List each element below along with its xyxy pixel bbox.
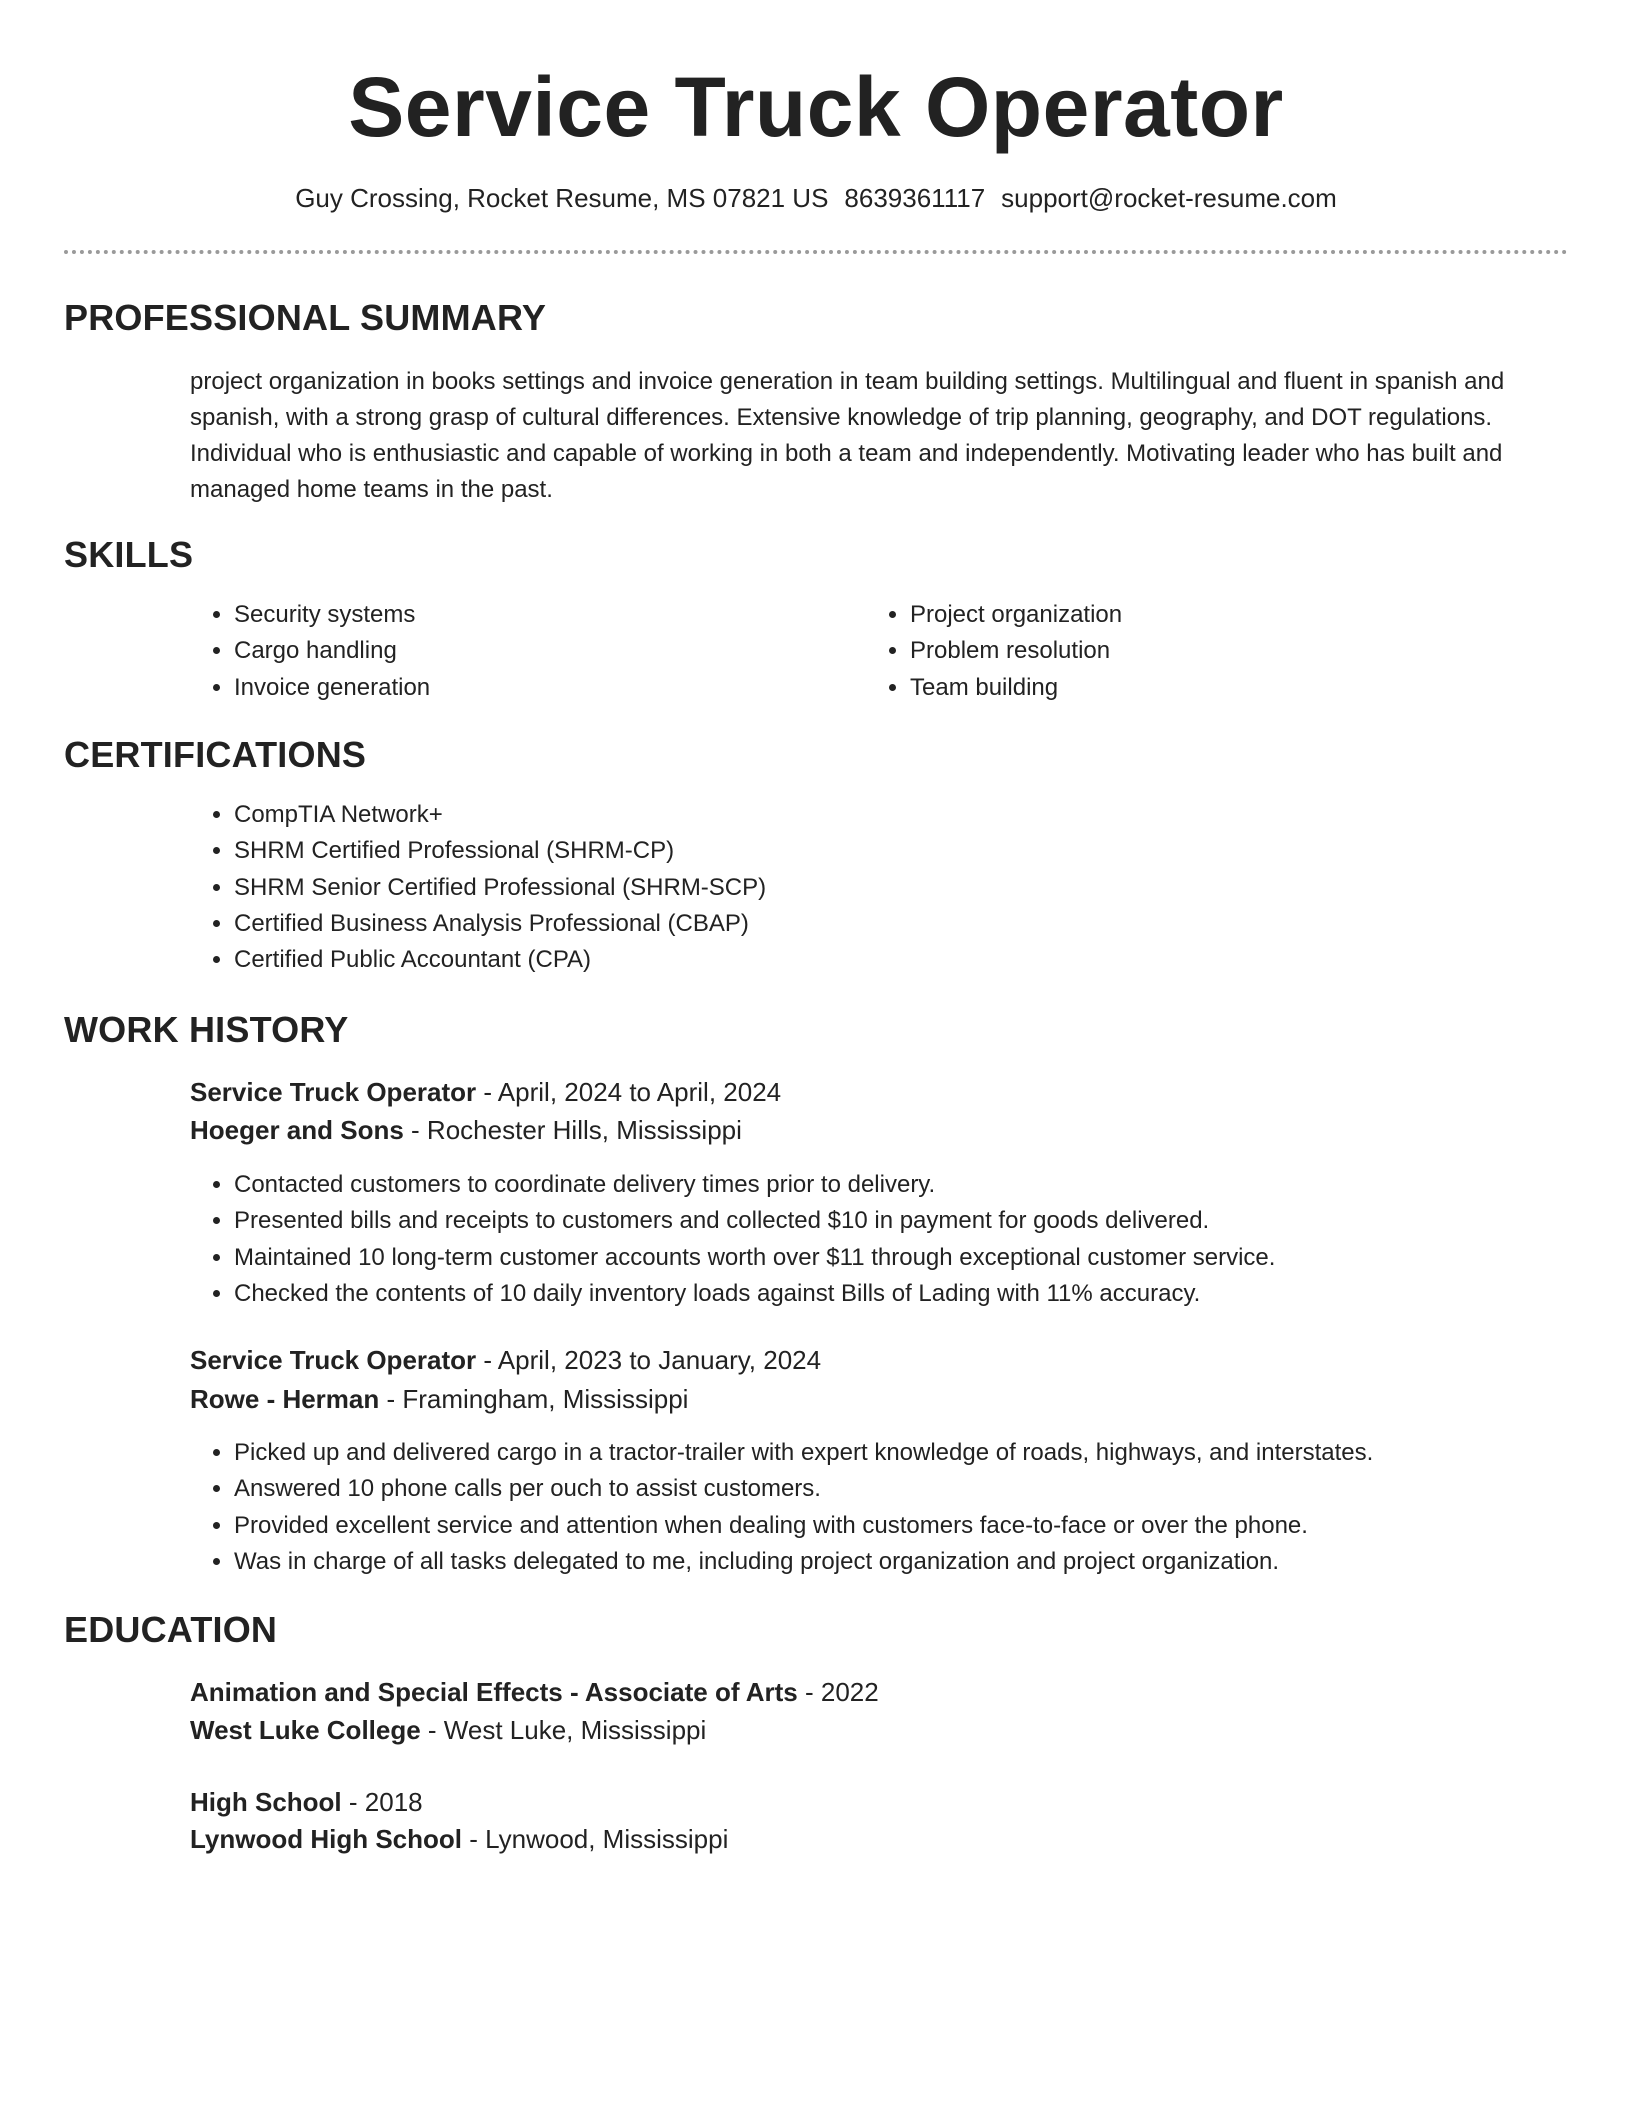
skills-list-right	[866, 597, 1550, 706]
job-company: Rowe - Herman	[190, 1384, 380, 1414]
school-line	[190, 1821, 728, 1857]
contact-address: Guy Crossing, Rocket Resume, MS 07821 US	[295, 183, 829, 213]
job-title-line	[190, 1342, 821, 1378]
degree-name: High School	[190, 1787, 342, 1817]
skill-item: • Problem resolution	[910, 633, 1550, 669]
job-duty: • Maintained 10 long-term customer accounts worth over $11 through exceptional customer service.	[234, 1240, 1614, 1276]
certification-item: • Certified Business Analysis Professional (CBAP)	[234, 906, 1534, 942]
contact-line	[0, 180, 1632, 216]
certifications-list	[190, 797, 1534, 978]
job-duty: • Checked the contents of 10 daily inventory loads against Bills of Lading with 11% accuracy.	[234, 1276, 1614, 1312]
school-location: - West Luke, Mississippi	[420, 1715, 707, 1745]
job-duty: • Was in charge of all tasks delegated to me, including project organization and project organization.	[234, 1544, 1614, 1580]
work-history-heading: WORK HISTORY	[64, 1009, 349, 1050]
header-divider	[64, 250, 1568, 254]
job-dates: - April, 2024 to April, 2024	[476, 1077, 782, 1107]
job-duty: • Provided excellent service and attention when dealing with customers face-to-face or over the phone.	[234, 1508, 1614, 1544]
degree-name: Animation and Special Effects - Associate of Arts	[190, 1677, 798, 1707]
certification-item: • SHRM Senior Certified Professional (SHRM-SCP)	[234, 870, 1534, 906]
job-company: Hoeger and Sons	[190, 1115, 404, 1145]
degree-year: - 2022	[797, 1677, 879, 1707]
job-dates: - April, 2023 to January, 2024	[476, 1345, 822, 1375]
certification-item: • CompTIA Network+	[234, 797, 1534, 833]
contact-email: support@rocket-resume.com	[1001, 183, 1337, 213]
job-location: - Rochester Hills, Mississippi	[403, 1115, 742, 1145]
certification-item: • SHRM Certified Professional (SHRM-CP)	[234, 833, 1534, 869]
school-name: West Luke College	[190, 1715, 421, 1745]
job-location: - Framingham, Mississippi	[379, 1384, 689, 1414]
skills-heading: SKILLS	[64, 534, 194, 575]
contact-phone: 8639361117	[844, 183, 986, 213]
degree-year: - 2018	[341, 1787, 423, 1817]
degree-line	[190, 1674, 879, 1710]
skills-list-left	[190, 597, 854, 706]
education-heading: EDUCATION	[64, 1609, 278, 1650]
certification-item: • Certified Public Accountant (CPA)	[234, 942, 1534, 978]
job-company-line	[190, 1381, 688, 1417]
job-title: Service Truck Operator	[190, 1077, 477, 1107]
job-title: Service Truck Operator	[190, 1345, 477, 1375]
skill-item: • Project organization	[910, 597, 1550, 633]
job-title-line	[190, 1074, 781, 1110]
skill-item: • Invoice generation	[234, 670, 854, 706]
degree-line	[190, 1784, 423, 1820]
job-duty: • Presented bills and receipts to customers and collected $10 in payment for goods delivered.	[234, 1203, 1614, 1239]
certifications-heading: CERTIFICATIONS	[64, 734, 367, 775]
school-location: - Lynwood, Mississippi	[462, 1824, 729, 1854]
job-duty: • Answered 10 phone calls per ouch to assist customers.	[234, 1471, 1614, 1507]
job-company-line	[190, 1112, 742, 1148]
candidate-name: Service Truck Operator	[348, 60, 1284, 154]
job-duty: • Picked up and delivered cargo in a tractor-trailer with expert knowledge of roads, highways, and interstates.	[234, 1435, 1614, 1471]
job-duties-list	[190, 1167, 1614, 1312]
summary-heading: PROFESSIONAL SUMMARY	[64, 297, 547, 338]
skill-item: • Security systems	[234, 597, 854, 633]
job-duty: • Contacted customers to coordinate delivery times prior to delivery.	[234, 1167, 1614, 1203]
summary-text: project organization in books settings and invoice generation in team building settings. Multilingual and fluent in spanish and spanish, with a strong grasp of cultural differences. Extensive knowledge of trip planning, geography, and DOT regulations. Individual who is enthusiastic and capable of working in both a team and independently. Motivating leader who has built and managed home teams in the past.	[190, 368, 1505, 503]
skill-item: • Team building	[910, 670, 1550, 706]
job-duties-list	[190, 1435, 1614, 1580]
skill-item: • Cargo handling	[234, 633, 854, 669]
school-line	[190, 1712, 706, 1748]
school-name: Lynwood High School	[190, 1824, 463, 1854]
